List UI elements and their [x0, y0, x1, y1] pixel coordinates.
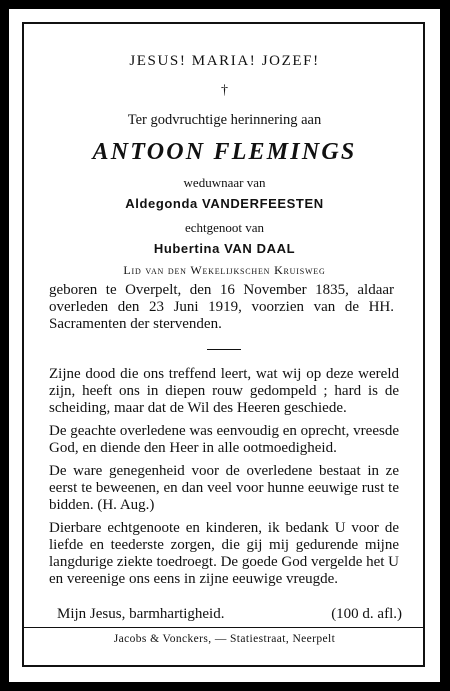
footer-rule	[22, 627, 425, 628]
printer-imprint: Jacobs & Vonckers, — Statiestraat, Neerpelt	[113, 633, 336, 645]
relation-husband: echtgenoot van	[184, 220, 265, 235]
first-spouse-name: Aldegonda VANDERFEESTEN	[125, 196, 324, 211]
biography-text: geboren te Overpelt, den 16 November 1835, aldaar overleden den 23 Juni 1919, voorzien van de HH. Sacramenten der stervenden.	[49, 282, 394, 332]
memorial-card	[9, 9, 440, 682]
memorial-paragraphs	[49, 366, 399, 594]
separator-rule	[207, 349, 241, 350]
paragraph: Dierbare echtgenoote en kinderen, ik bedank U voor de liefde en teederste zorgen, die gij mij gedurende mijne langdurige ziekte toedroegt. De goede God vergelde het U en vereenige ons eens in zijne eeuwige vreugde.	[49, 520, 400, 587]
membership-line: Lid van den Wekelijkschen Kruisweg	[123, 263, 326, 277]
dedication-line: Ter godvruchtige herinnering aan	[127, 112, 322, 128]
paragraph: De ware genegenheid voor de overledene bestaat in ze eerst te beweenen, en dan veel voor hunne eeuwige rust te bidden. (H. Aug.)	[49, 463, 399, 513]
relation-widower: weduwnaar van	[183, 175, 266, 190]
paragraph: Zijne dood die ons treffend leert, wat wij op deze wereld zijn, heeft ons in diepen rouw gedompeld ; hard is de scheiding, maar dat de Wil des Heeren geschiede.	[49, 366, 399, 416]
invocation-header: JESUS! MARIA! JOZEF!	[129, 53, 320, 69]
cross-icon: †	[221, 83, 228, 98]
second-spouse-name: Hubertina VAN DAAL	[153, 241, 296, 256]
prayer-text: Mijn Jesus, barmhartigheid.	[57, 606, 225, 622]
indulgence-note: (100 d. afl.)	[331, 606, 402, 622]
closing-prayer	[57, 606, 402, 623]
deceased-name: ANTOON FLEMINGS	[92, 139, 357, 165]
paragraph: De geachte overledene was eenvoudig en oprecht, vreesde God, en diende den Heer in alle ootmoedigheid.	[49, 423, 399, 456]
